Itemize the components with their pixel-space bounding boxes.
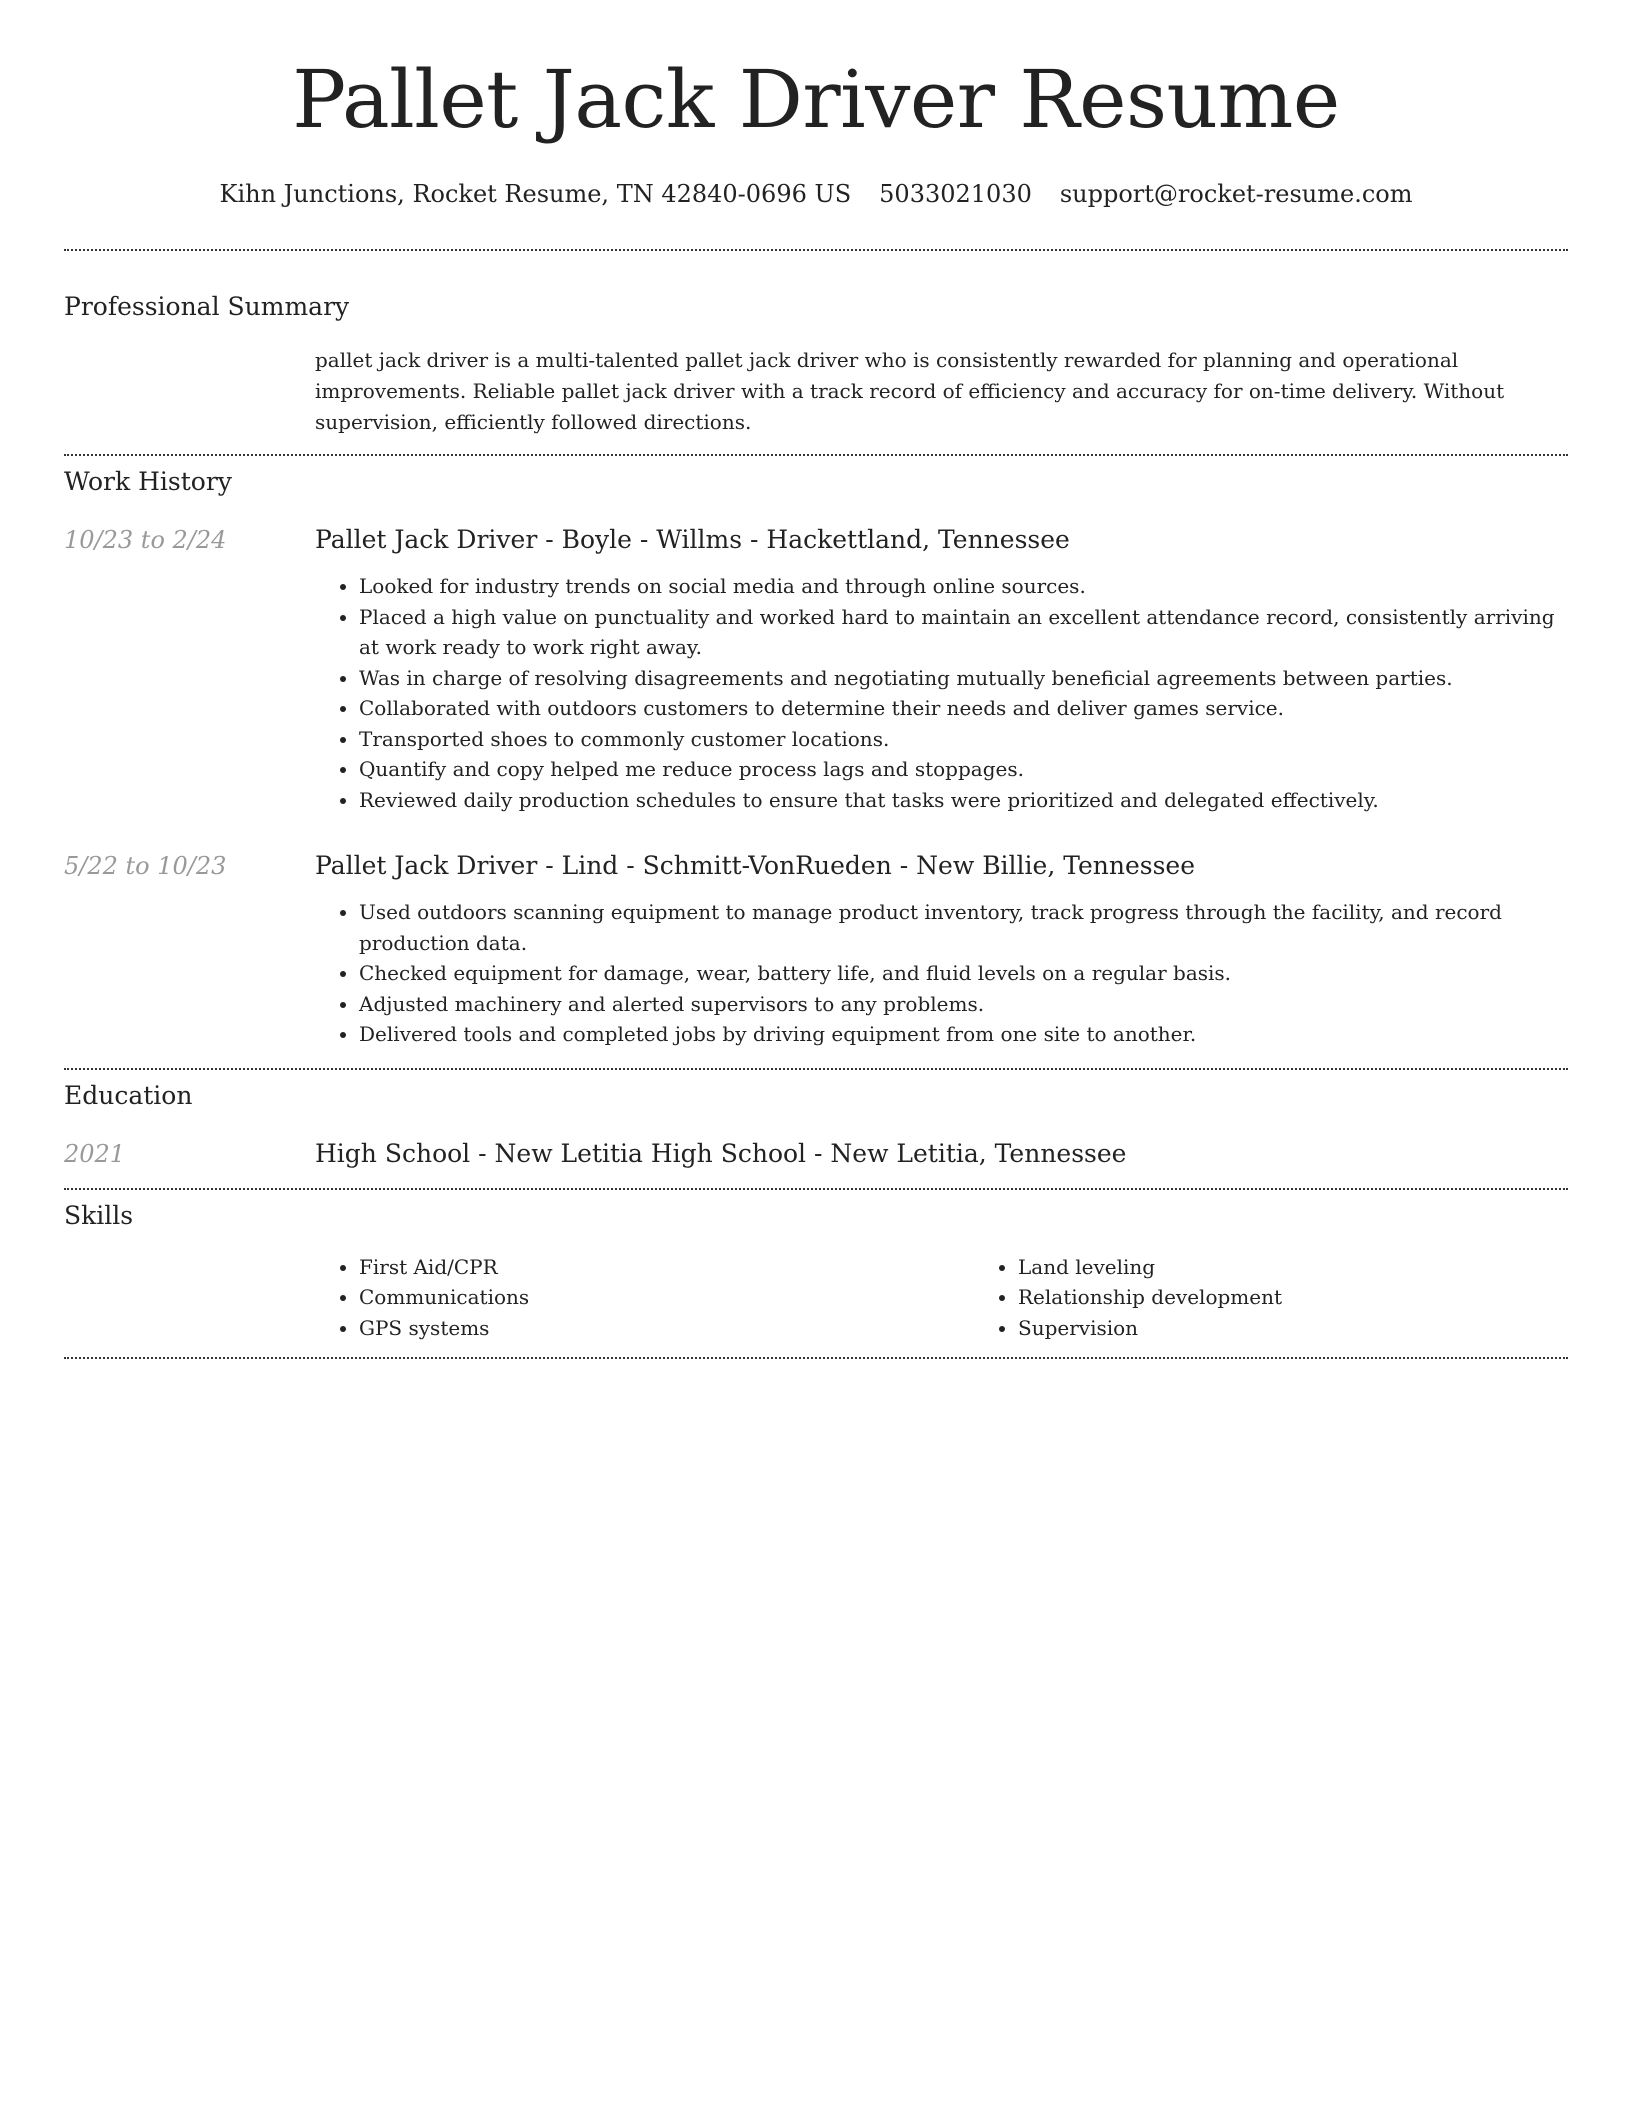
education-heading: [315, 1138, 1568, 1170]
skills-column: [315, 1252, 974, 1344]
job-bullet: • Delivered tools and completed jobs by driving equipment from one site to another.: [359, 1019, 1568, 1050]
email-link[interactable]: support@rocket-resume.com: [1059, 180, 1413, 208]
job-entry: [64, 524, 1568, 815]
education-year: 2021: [64, 1139, 126, 1168]
job-bullet: • Collaborated with outdoors customers to determine their needs and deliver games service.: [359, 693, 1568, 724]
summary-text: pallet jack driver is a multi-talented pallet jack driver who is consistently rewarded for planning and operational improvements. Reliable pallet jack driver with a track record of efficiency and accuracy for on-time delivery. Without supervision, efficiently followed directions.: [315, 348, 1505, 434]
phone: 5033021030: [879, 180, 1032, 208]
resume-title: Pallet Jack Driver Resume: [292, 53, 1340, 146]
skills-column: [974, 1252, 1632, 1344]
skills-spacer: [64, 1252, 315, 1344]
divider: [64, 1357, 1568, 1359]
address: Kihn Junctions, Rocket Resume, TN 42840-0696 US: [219, 180, 852, 208]
education-details: - New Letitia High School - New Letitia, Tennessee: [470, 1138, 1127, 1168]
summary-spacer: [64, 345, 315, 438]
job-dates: 5/22 to 10/23: [64, 852, 227, 880]
divider: [64, 1188, 1568, 1190]
skill-item: • GPS systems: [359, 1313, 974, 1344]
contact-line: [64, 178, 1568, 210]
skill-item: • Land leveling: [1018, 1252, 1632, 1283]
section-title-work: Work History: [64, 467, 232, 496]
job-details: [315, 850, 1568, 1050]
job-details: [315, 524, 1568, 815]
job-heading: Pallet Jack Driver - Lind - Schmitt-VonRueden - New Billie, Tennessee: [315, 851, 1196, 880]
skill-item: • Communications: [359, 1282, 974, 1313]
job-dates: 10/23 to 2/24: [64, 526, 227, 554]
skills-row: [64, 1252, 1568, 1344]
job-entry: [64, 850, 1568, 1050]
skill-item: • Relationship development: [1018, 1282, 1632, 1313]
job-bullet: • Was in charge of resolving disagreements and negotiating mutually beneficial agreements between parties.: [359, 663, 1568, 694]
job-heading: Pallet Jack Driver - Boyle - Willms - Hackettland, Tennessee: [315, 525, 1070, 554]
section-title-summary: Professional Summary: [64, 292, 350, 321]
education-degree: High School: [315, 1138, 471, 1168]
divider: [64, 1068, 1568, 1070]
summary-row: [64, 345, 1568, 438]
job-bullet: • Looked for industry trends on social media and through online sources.: [359, 571, 1568, 602]
job-bullet: • Quantify and copy helped me reduce process lags and stoppages.: [359, 754, 1568, 785]
job-bullet: • Placed a high value on punctuality and worked hard to maintain an excellent attendance record, consistently arriving at work ready to work right away.: [359, 602, 1568, 663]
skills-grid: [315, 1252, 1632, 1344]
section-title-skills: Skills: [64, 1200, 134, 1230]
job-bullet: • Reviewed daily production schedules to ensure that tasks were prioritized and delegated effectively.: [359, 785, 1568, 816]
skill-item: • First Aid/CPR: [359, 1252, 974, 1283]
job-bullet: • Checked equipment for damage, wear, battery life, and fluid levels on a regular basis.: [359, 958, 1568, 989]
job-bullets: [315, 897, 1568, 1050]
job-bullet: • Used outdoors scanning equipment to manage product inventory, track progress through the facility, and record production data.: [359, 897, 1568, 958]
section-title-education: Education: [64, 1080, 193, 1110]
resume-page: [64, 0, 1568, 1359]
job-bullet: • Adjusted machinery and alerted supervisors to any problems.: [359, 989, 1568, 1020]
education-entry: [64, 1138, 1568, 1170]
job-bullet: • Transported shoes to commonly customer locations.: [359, 724, 1568, 755]
divider: [64, 454, 1568, 456]
divider: [64, 249, 1568, 251]
job-bullets: [315, 571, 1568, 815]
skill-item: • Supervision: [1018, 1313, 1632, 1344]
